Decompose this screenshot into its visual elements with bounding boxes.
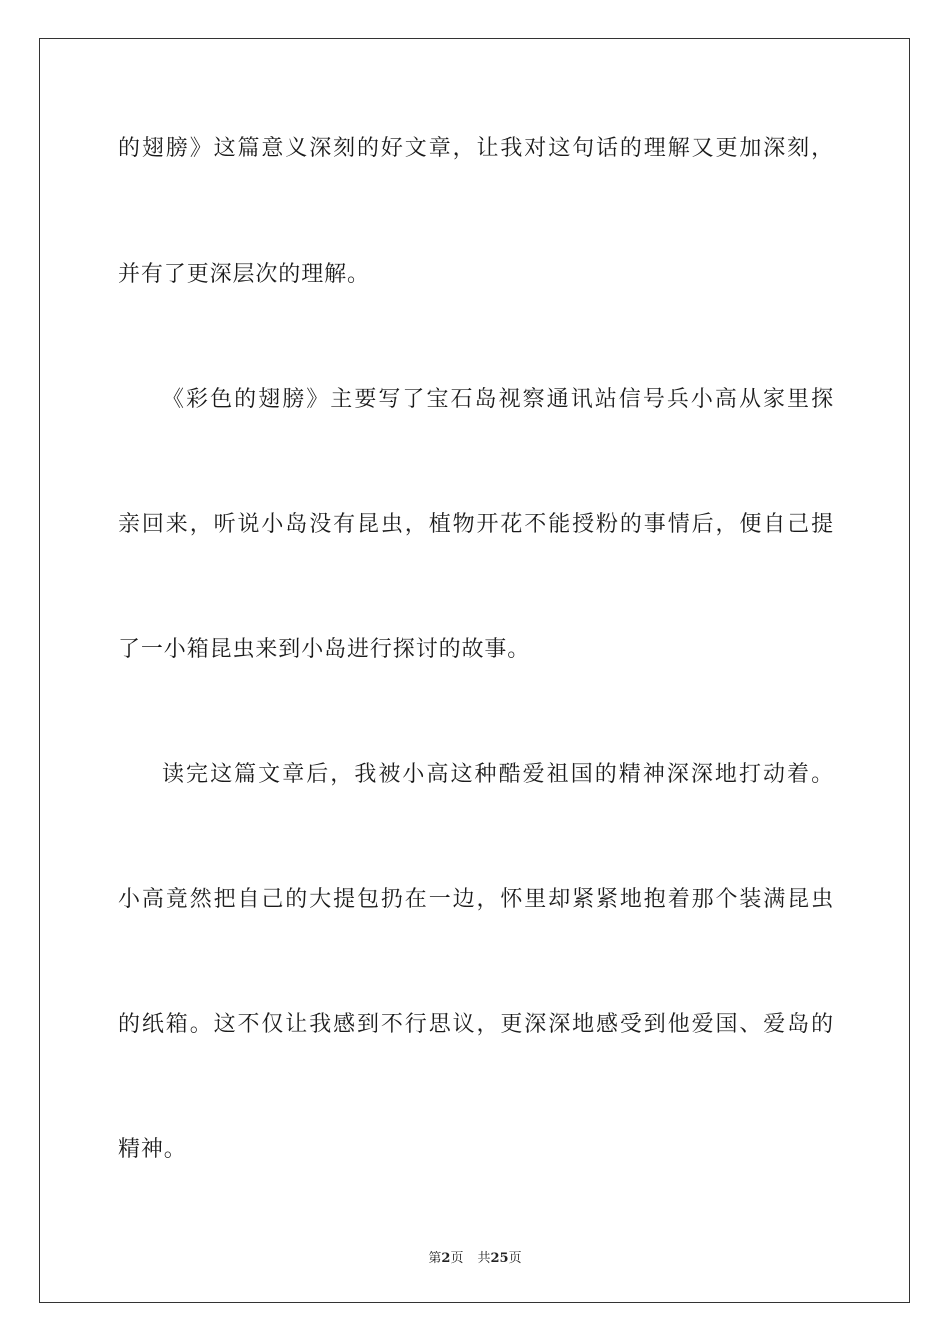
body-text-line: 《彩色的翅膀》主要写了宝石岛视察通讯站信号兵小高从家里探 — [162, 387, 834, 412]
total-suffix: 页 — [508, 1251, 522, 1266]
body-text-line: 的纸箱。这不仅让我感到不行思议，更深深地感受到他爱国、爱岛的 — [118, 1012, 834, 1037]
body-text-line: 读完这篇文章后，我被小高这种酷爱祖国的精神深深地打动着。 — [162, 762, 834, 787]
page-suffix: 页 — [450, 1251, 464, 1266]
total-prefix: 共 — [477, 1251, 491, 1266]
body-text-line: 精神。 — [118, 1137, 187, 1162]
body-text-line: 亲回来，听说小岛没有昆虫，植物开花不能授粉的事情后，便自己提 — [118, 512, 834, 537]
page-number: 2 — [441, 1251, 451, 1266]
page-footer — [0, 1247, 950, 1266]
total-pages: 25 — [490, 1251, 509, 1266]
body-text-line: 的翅膀》这篇意义深刻的好文章，让我对这句话的理解又更加深刻， — [118, 136, 834, 161]
page-prefix: 第 — [428, 1251, 442, 1266]
body-text-line: 小高竟然把自己的大提包扔在一边，怀里却紧紧地抱着那个装满昆虫 — [118, 887, 834, 912]
body-text-line: 并有了更深层次的理解。 — [118, 262, 370, 287]
page-border — [39, 38, 910, 1303]
body-text-line: 了一小箱昆虫来到小岛进行探讨的故事。 — [118, 637, 531, 662]
